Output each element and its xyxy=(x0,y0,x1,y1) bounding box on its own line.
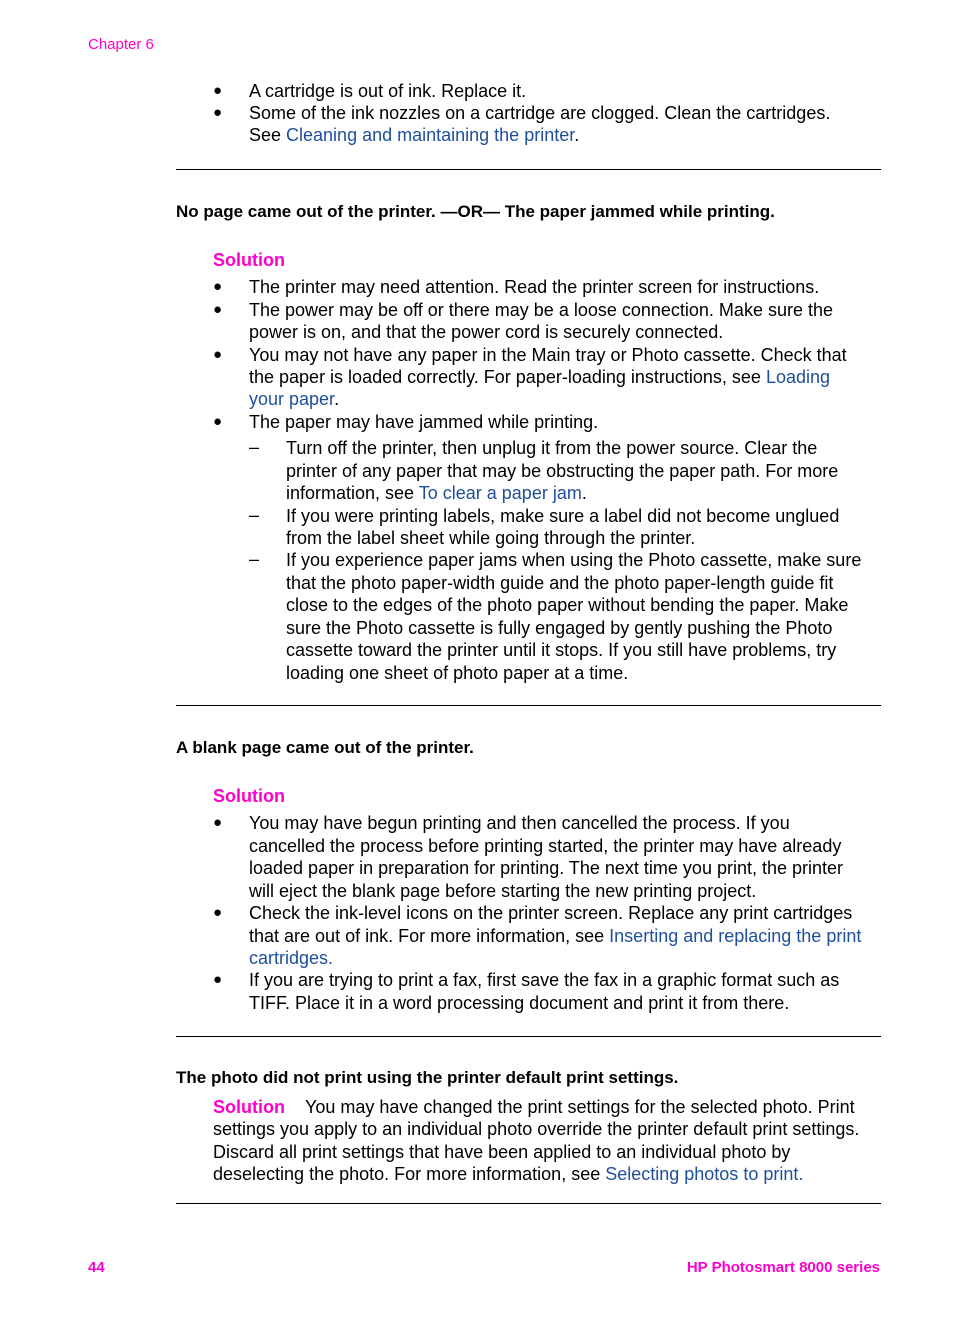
s3-line-4: deselecting the photo. For more information, see Selecting photos to print. xyxy=(213,1164,804,1184)
solution-label: Solution xyxy=(213,250,285,270)
dash-icon: – xyxy=(249,437,260,457)
solution-label: Solution xyxy=(213,1097,285,1117)
s1-bullet-3-line-2: the paper is loaded correctly. For paper-loading instructions, see Loading xyxy=(249,367,831,387)
bullet-icon: ● xyxy=(213,971,223,988)
loading-paper-link-cont[interactable]: your paper xyxy=(249,389,335,409)
s2-bullet-1-line-4: will eject the blank page before starting the new printing project. xyxy=(249,881,757,901)
s2-bullet-1-line-2: cancelled the process before printing started, the printer may have already xyxy=(249,836,842,856)
s1-dash-3-line-4: sure the Photo cassette is fully engaged by gently pushing the Photo xyxy=(286,618,833,638)
cleaning-link[interactable]: Cleaning and maintaining the printer xyxy=(286,125,575,145)
s3-line-1: Solution You may have changed the print settings for the selected photo. Print xyxy=(213,1097,855,1117)
s1-bullet-4: The paper may have jammed while printing. xyxy=(249,412,599,432)
s1-bullet-3-line-1: You may not have any paper in the Main tray or Photo cassette. Check that xyxy=(249,345,847,365)
s1-dash-3-line-6: loading one sheet of photo paper at a time. xyxy=(286,663,629,683)
s1-dash-3-line-3: close to the edges of the photo paper without bending the paper. Make xyxy=(286,595,849,615)
s2-bullet-1-line-1: You may have begun printing and then cancelled the process. If you xyxy=(249,813,790,833)
divider xyxy=(176,169,881,170)
bullet-icon: ● xyxy=(213,301,223,318)
clear-paper-jam-link[interactable]: To clear a paper jam xyxy=(418,483,582,503)
intro-bullet-1: A cartridge is out of ink. Replace it. xyxy=(249,81,527,101)
intro-bullet-2-line-1: Some of the ink nozzles on a cartridge are clogged. Clean the cartridges. xyxy=(249,103,831,123)
page-number: 44 xyxy=(88,1259,105,1276)
dash-icon: – xyxy=(249,505,260,525)
s1-dash-2-line-1: If you were printing labels, make sure a label did not become unglued xyxy=(286,506,840,526)
s1-bullet-3-line-3: your paper. xyxy=(249,389,340,409)
bullet-icon: ● xyxy=(213,278,223,295)
s3-line-2: settings you apply to an individual photo override the printer default print settings. xyxy=(213,1119,860,1139)
s2-bullet-2-line-1: Check the ink-level icons on the printer screen. Replace any print cartridges xyxy=(249,903,853,923)
bullet-icon: ● xyxy=(213,814,223,831)
s1-dash-3-line-2: that the photo paper-width guide and the photo paper-length guide fit xyxy=(286,573,834,593)
bullet-icon: ● xyxy=(213,346,223,363)
s1-bullet-1: The printer may need attention. Read the printer screen for instructions. xyxy=(249,277,820,297)
bullet-icon: ● xyxy=(213,413,223,430)
s2-bullet-2-line-2: that are out of ink. For more information, see Inserting and replacing the print xyxy=(249,926,862,946)
bullet-icon: ● xyxy=(213,82,223,99)
s1-dash-3-line-5: cassette toward the printer until it stops. If you still have problems, try xyxy=(286,640,837,660)
s3-line-3: Discard all print settings that have been applied to an individual photo by xyxy=(213,1142,791,1162)
s1-bullet-2-line-2: power is on, and that the power cord is securely connected. xyxy=(249,322,724,342)
section-1-heading: No page came out of the printer. —OR— The paper jammed while printing. xyxy=(176,202,775,221)
s2-bullet-3-line-1: If you are trying to print a fax, first save the fax in a graphic format such as xyxy=(249,970,840,990)
solution-label: Solution xyxy=(213,786,285,806)
s1-dash-1-line-2: printer of any paper that may be obstructing the paper path. For more xyxy=(286,461,839,481)
s1-dash-2-line-2: from the label sheet while going through the printer. xyxy=(286,528,696,548)
divider xyxy=(176,1036,881,1037)
s2-bullet-2-line-3: cartridges. xyxy=(249,948,334,968)
loading-paper-link[interactable]: Loading xyxy=(765,367,831,387)
intro-bullet-2-line-2: See Cleaning and maintaining the printer. xyxy=(249,125,580,145)
selecting-photos-link[interactable]: Selecting photos to print xyxy=(605,1164,799,1184)
divider xyxy=(176,1203,881,1204)
dash-icon: – xyxy=(249,549,260,569)
chapter-label: Chapter 6 xyxy=(88,36,154,53)
bullet-icon: ● xyxy=(213,104,223,121)
inserting-cartridges-link-cont[interactable]: cartridges xyxy=(249,948,329,968)
inserting-cartridges-link[interactable]: Inserting and replacing the print xyxy=(609,926,862,946)
s2-bullet-3-line-2: TIFF. Place it in a word processing document and print it from there. xyxy=(249,993,790,1013)
bullet-icon: ● xyxy=(213,904,223,921)
s1-dash-3-line-1: If you experience paper jams when using the Photo cassette, make sure xyxy=(286,550,862,570)
s1-dash-1-line-3: information, see To clear a paper jam. xyxy=(286,483,587,503)
s1-bullet-2-line-1: The power may be off or there may be a loose connection. Make sure the xyxy=(249,300,833,320)
footer-product-title: HP Photosmart 8000 series xyxy=(686,1259,880,1276)
divider xyxy=(176,705,881,706)
section-3-heading: The photo did not print using the printer default print settings. xyxy=(176,1068,679,1087)
s2-bullet-1-line-3: loaded paper in preparation for printing. The next time you print, the printer xyxy=(249,858,844,878)
section-2-heading: A blank page came out of the printer. xyxy=(176,738,474,757)
s1-dash-1-line-1: Turn off the printer, then unplug it from the power source. Clear the xyxy=(286,438,818,458)
